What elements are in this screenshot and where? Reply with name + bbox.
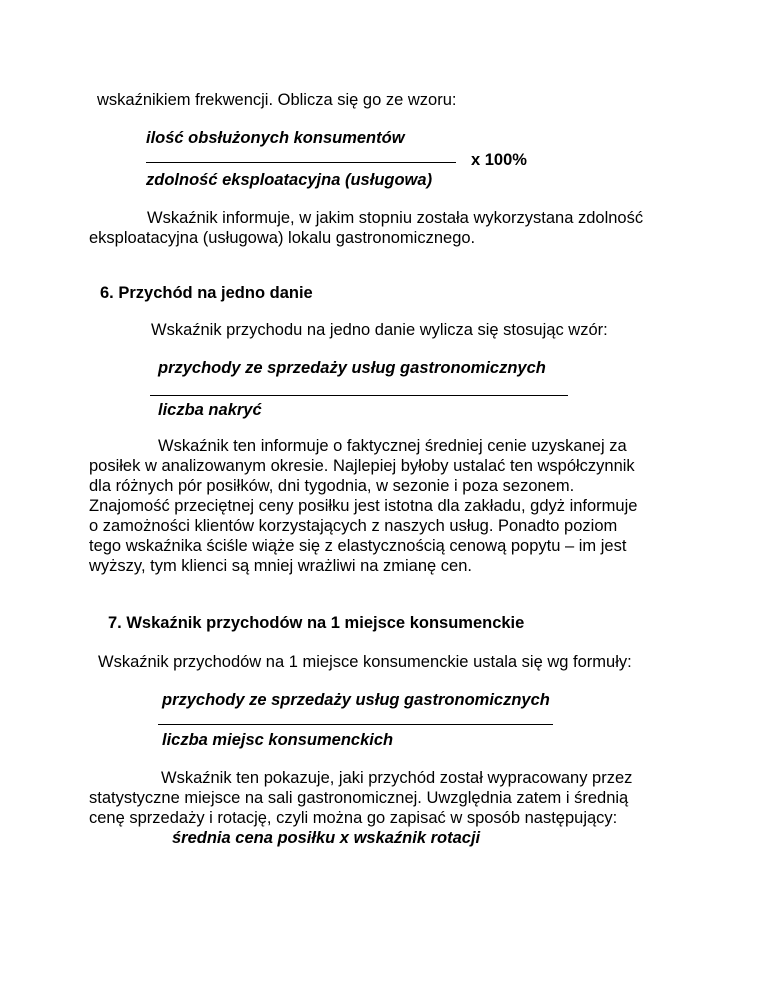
final-formula: średnia cena posiłku x wskaźnik rotacji xyxy=(172,829,481,847)
fraction-line xyxy=(150,395,568,396)
paragraph-line: Wskaźnik ten informuje o faktycznej średniej cenie uzyskanej za xyxy=(158,437,627,455)
formula-numerator: ilość obsłużonych konsumentów xyxy=(146,129,405,147)
paragraph-line: statystyczne miejsce na sali gastronomicznej. Uwzględnia zatem i średnią xyxy=(89,789,629,807)
paragraph-line: dla różnych pór posiłków, dni tygodnia, w sezonie i poza sezonem. xyxy=(89,477,575,495)
section-heading-7: 7. Wskaźnik przychodów na 1 miejsce konsumenckie xyxy=(108,614,525,632)
formula-denominator: liczba miejsc konsumenckich xyxy=(162,731,394,749)
paragraph-line: Wskaźnik informuje, w jakim stopniu została wykorzystana zdolność xyxy=(147,209,644,227)
paragraph-line: o zamożności klientów korzystających z naszych usług. Ponadto poziom xyxy=(89,517,618,535)
section-heading-6: 6. Przychód na jedno danie xyxy=(100,284,313,302)
formula-multiplier: x 100% xyxy=(471,151,527,169)
paragraph-frequency xyxy=(89,208,643,248)
fraction-line xyxy=(146,162,456,163)
paragraph-line: Wskaźnik ten pokazuje, jaki przychód został wypracowany przez xyxy=(161,769,633,787)
fraction-line xyxy=(158,724,553,725)
section7-intro: Wskaźnik przychodów na 1 miejsce konsumenckie ustala się wg formuły: xyxy=(98,653,632,671)
formula-denominator: liczba nakryć xyxy=(158,401,262,419)
intro-text: wskaźnikiem frekwencji. Oblicza się go ze wzoru: xyxy=(97,91,457,109)
paragraph-line: posiłek w analizowanym okresie. Najlepiej byłoby ustalać ten współczynnik xyxy=(89,457,635,475)
formula-numerator: przychody ze sprzedaży usług gastronomicznych xyxy=(162,691,550,709)
paragraph-line: cenę sprzedaży i rotację, czyli można go zapisać w sposób następujący: xyxy=(89,809,618,827)
paragraph-line: Znajomość przeciętnej ceny posiłku jest istotna dla zakładu, gdyż informuje xyxy=(89,497,638,515)
paragraph-revenue-per-seat xyxy=(89,768,632,828)
formula-denominator: zdolność eksploatacyjna (usługowa) xyxy=(146,171,433,189)
paragraph-revenue-per-dish xyxy=(89,436,637,576)
section6-intro: Wskaźnik przychodu na jedno danie wylicza się stosując wzór: xyxy=(151,321,608,339)
paragraph-line: eksploatacyjna (usługowa) lokalu gastronomicznego. xyxy=(89,229,476,247)
paragraph-line: tego wskaźnika ściśle wiąże się z elastycznością cenową popytu – im jest xyxy=(89,537,627,555)
formula-numerator: przychody ze sprzedaży usług gastronomicznych xyxy=(158,359,546,377)
paragraph-line: wyższy, tym klienci są mniej wrażliwi na zmianę cen. xyxy=(89,557,472,575)
